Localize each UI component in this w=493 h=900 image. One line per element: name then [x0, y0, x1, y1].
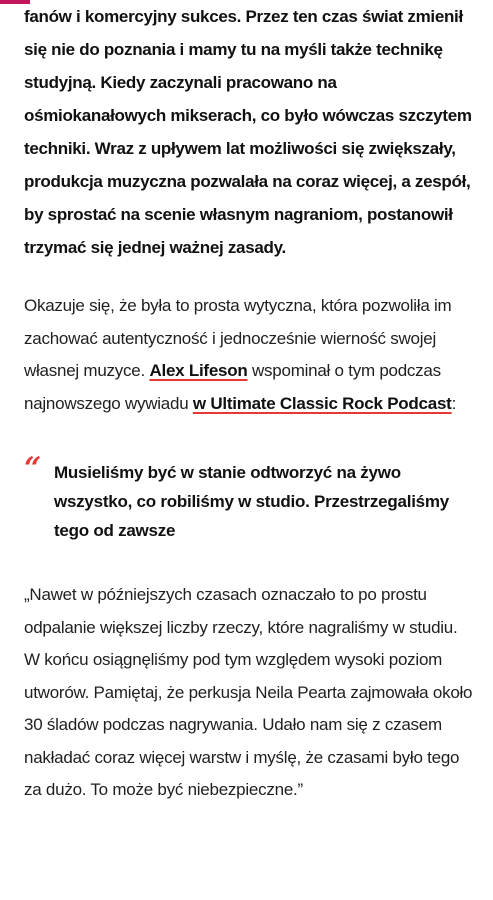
intro-paragraph: [24, 290, 474, 420]
intro-text-1: Okazuje się, że była to prosta wytyczna, która pozwoliła im zachować autentyczność i jednocześnie wierność swojej własnej muzyce.: [24, 296, 452, 380]
intro-text-2: wspominał o tym podczas najnowszego wywiadu: [24, 361, 441, 413]
link-ultimate-classic-rock-podcast[interactable]: w Ultimate Classic Rock Podcast: [192, 393, 452, 413]
quote-paragraph: „Nawet w późniejszych czasach oznaczało to po prostu odpalanie większej liczby rzeczy, które nagraliśmy w studiu. W końcu osiągnęliśmy pod tym względem wysoki poziom utworów. Pamiętaj, że perkusja Neila Pearta zajmowała około 30 śladów podczas nagrywania. Udało nam się z czasem nakładać coraz więcej warstw i myślę, że czasami było tego za dużo. To może być niebezpieczne.”: [24, 585, 473, 799]
pull-quote: [24, 451, 474, 545]
intro-text-3: :: [451, 393, 457, 413]
lead-text: fanów i komercyjny sukces. Przez ten czas świat zmienił się nie do poznania i mamy tu na myśli także technikę studyjną. Kiedy zaczynali pracowano na ośmiokanałowych mikserach, co było wówczas szczytem techniki. Wraz z upływem lat możliwości się zwiększały, produkcja muzyczna pozwalała na coraz więcej, a zespół, by sprostać na scenie własnym nagraniom, postanowił trzymać się jednej ważnej zasady.: [24, 7, 472, 257]
article-body: [24, 0, 474, 807]
quote-text: Musieliśmy być w stanie odtworzyć na żywo wszystko, co robiliśmy w studio. Przestrzegaliśmy tego od zawsze: [54, 463, 449, 540]
lead-paragraph: [24, 0, 474, 264]
link-alex-lifeson[interactable]: Alex Lifeson: [149, 361, 248, 380]
quote-mark-icon: “: [24, 451, 42, 486]
